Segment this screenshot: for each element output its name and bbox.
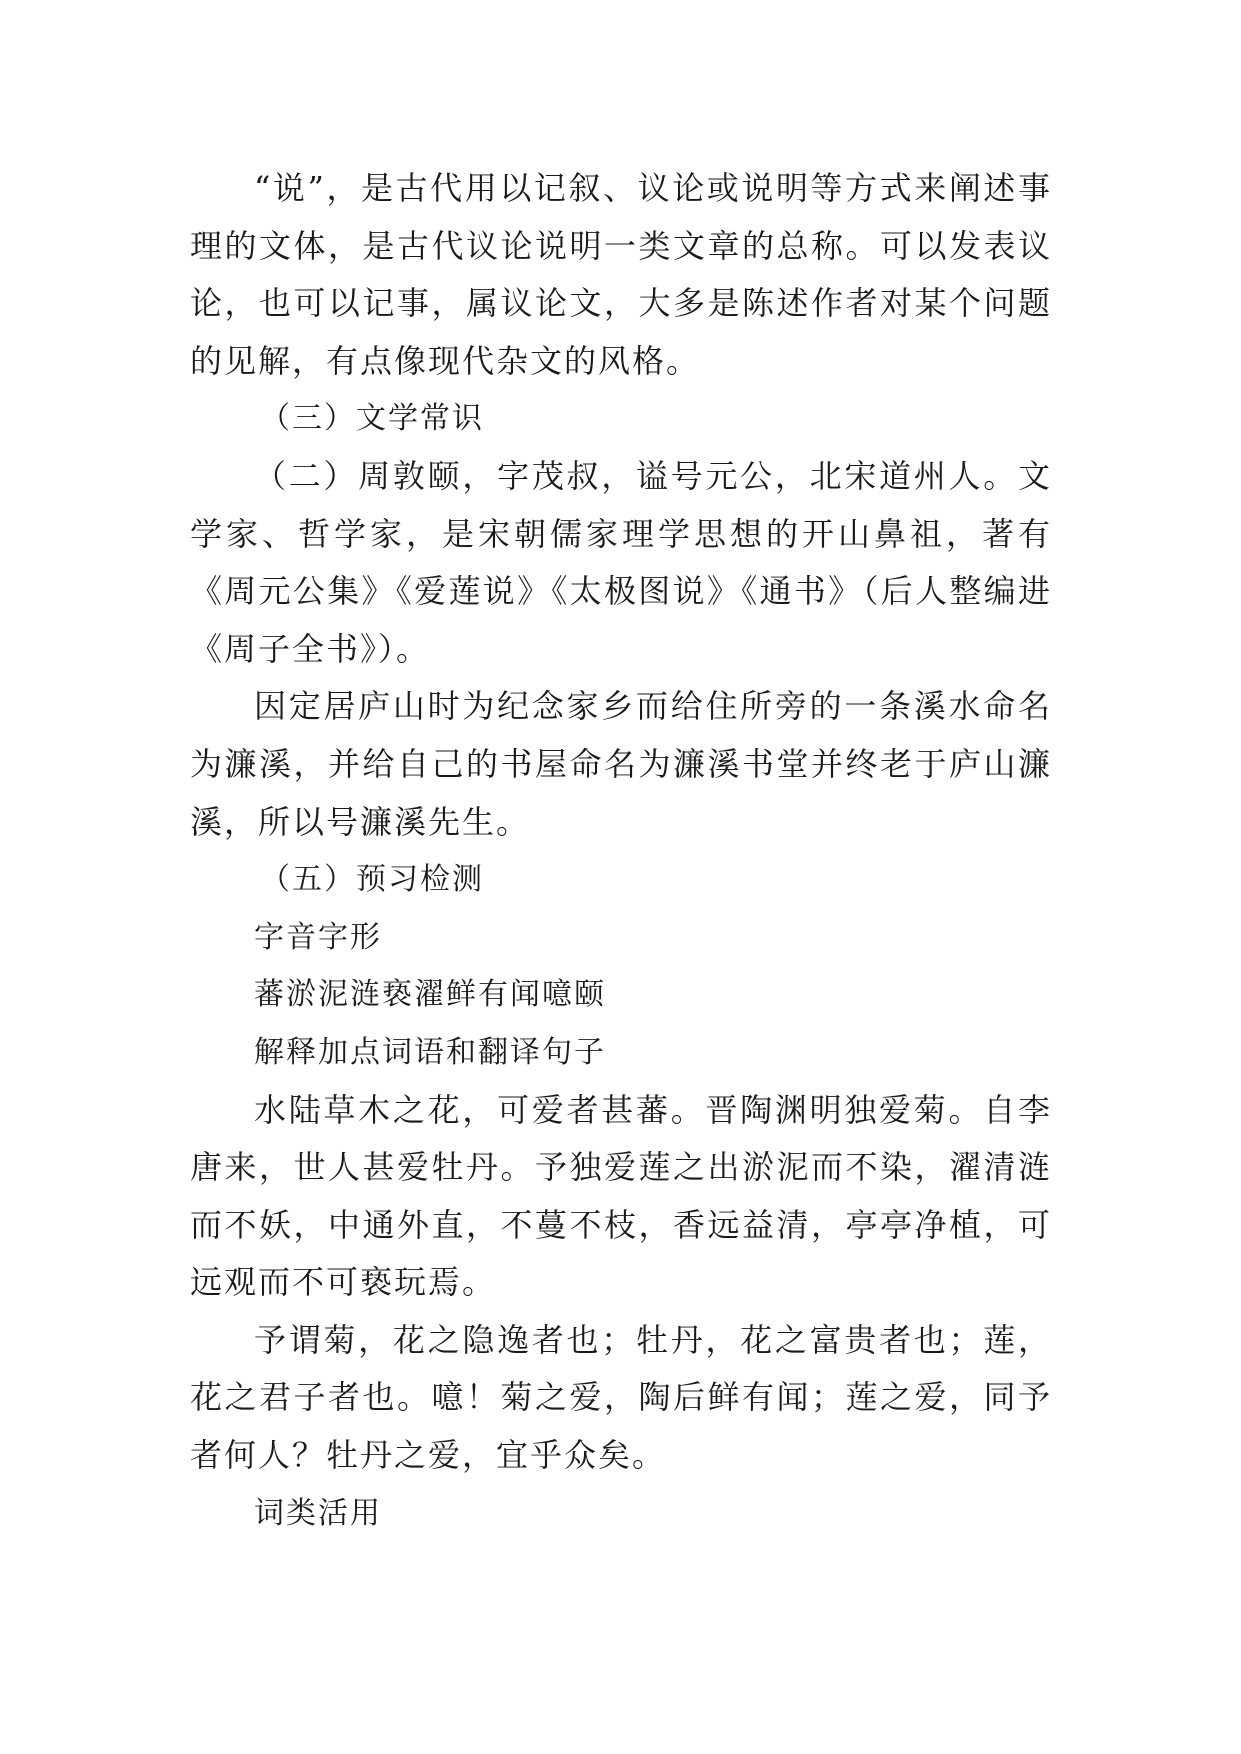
subheading-pronunciation: 字音字形 — [254, 919, 382, 955]
subheading-explain-translate: 解释加点词语和翻译句子 — [254, 1034, 606, 1070]
paragraph-characters-list: 蕃淤泥涟亵濯鲜有闻噫颐 — [254, 977, 606, 1013]
paragraph-ailian-text-2: 予谓菊，花之隐逸者也；牡丹，花之富贵者也；莲，花之君子者也。噫！菊之爱，陶后鲜有闻；莲之爱，同予者何人？牡丹之爱，宜乎众矣。 — [190, 1320, 1052, 1475]
section-heading-preview-check: （五）预习检测 — [260, 862, 484, 898]
paragraph-ailian-text-1: 水陆草木之花，可爱者甚蕃。晋陶渊明独爱菊。自李唐来，世人甚爱牡丹。予独爱莲之出淤泥而不染，濯清涟而不妖，中通外直，不蔓不枝，香远益清，亭亭净植，可远观而不可亵玩焉。 — [190, 1090, 1052, 1302]
paragraph-lianxi-origin: 因定居庐山时为纪念家乡而给住所旁的一条溪水命名为濂溪，并给自己的书屋命名为濂溪书堂并终老于庐山濂溪，所以号濂溪先生。 — [190, 687, 1052, 841]
paragraph-shuo-definition: “说”，是古代用以记叙、议论或说明等方式来阐述事理的文体，是古代议论说明一类文章的总称。可以发表议论，也可以记事，属议论文，大多是陈述作者对某个问题的见解，有点像现代杂文的风格。 — [190, 169, 1052, 380]
subheading-word-class-usage: 词类活用 — [254, 1495, 382, 1531]
section-heading-literary-knowledge: （三）文学常识 — [260, 401, 484, 437]
document-page — [190, 160, 1052, 1542]
paragraph-zhou-dunyi-bio: （二）周敦颐，字茂叔，谥号元公，北宋道州人。文学家、哲学家，是宋朝儒家理学思想的开山鼻祖，著有《周元公集》《爱莲说》《太极图说》《通书》（后人整编进《周子全书》）。 — [190, 456, 1052, 668]
